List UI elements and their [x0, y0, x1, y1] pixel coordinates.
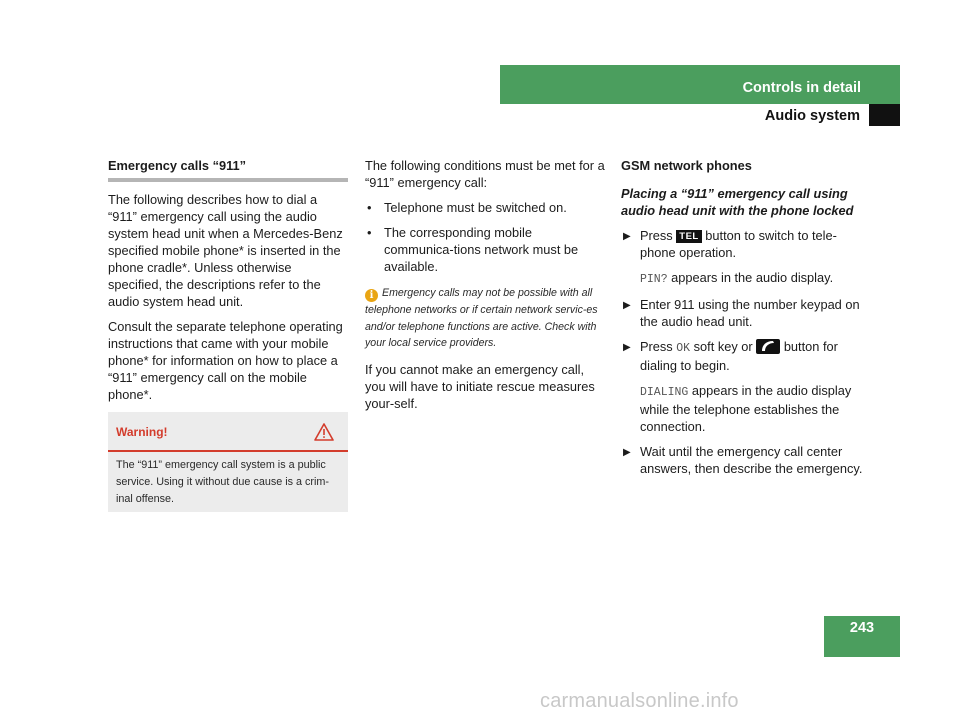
warning-rule — [108, 450, 348, 452]
bullet-dot: • — [367, 225, 372, 240]
bullet-dot: • — [367, 200, 372, 215]
header-marker-block — [869, 104, 900, 126]
tel-key-icon: TEL — [676, 230, 701, 243]
rescue-paragraph: If you cannot make an emergency call, you will have to initiate rescue measures your-self. — [365, 361, 595, 411]
list-item — [365, 199, 605, 216]
list-item — [365, 224, 605, 275]
step-text: Enter 911 using the number keypad on the audio head unit. — [640, 297, 860, 329]
warning-box — [108, 412, 348, 512]
header-section-band — [500, 65, 900, 104]
step-arrow-icon: ▶ — [623, 447, 631, 458]
note-text: appears in the audio display. — [671, 270, 834, 285]
bullet-text: Telephone must be switched on. — [384, 200, 567, 215]
step-text: soft key or — [693, 339, 753, 354]
softkey-code: OK — [676, 342, 691, 355]
display-note-2 — [621, 382, 863, 435]
note-text: appears in the audio display while the telephone establishes the connection. — [640, 383, 852, 434]
paragraph-consult: Consult the separate telephone operating instructions that came with your mobile phone* for information on how to place a “911” emergency call on the mobile phone*. — [108, 319, 343, 402]
info-text: Emergency calls may not be possible with all telephone networks or if certain network servic-es and/or telephone functions are active. Check with your local service providers. — [365, 287, 598, 349]
step-text: button to switch to tele-phone operation. — [640, 228, 837, 260]
step-text: Press — [640, 228, 673, 243]
title-rule — [108, 178, 348, 182]
display-note-1 — [621, 269, 863, 288]
paragraph-intro: The following describes how to dial a “911” emergency call using the audio system head unit when a Mercedes-Benz specified mobile phone* is inserted in the phone cradle*. Unless otherwise specified, the descriptions refer to the audio system head unit. — [108, 192, 343, 309]
conditions-intro: The following conditions must be met for a “911” emergency call: — [365, 158, 605, 190]
section-title: Emergency calls “911” — [108, 158, 247, 173]
header-subsection — [500, 104, 861, 126]
step-2 — [621, 296, 863, 330]
watermark: carmanualsonline.info — [540, 690, 739, 712]
info-icon: i — [365, 289, 378, 302]
step-4 — [621, 443, 863, 477]
procedure-subhead: Placing a “911” emergency call using audio head unit with the phone locked — [621, 186, 854, 218]
header-subsection-title: Audio system — [764, 108, 860, 124]
column-2 — [365, 157, 605, 420]
step-text: button for dialing to begin. — [640, 339, 838, 373]
gsm-section-title: GSM network phones — [621, 158, 752, 173]
page-number-box — [824, 616, 900, 657]
warning-body: The “911” emergency call system is a public service. Using it without due cause is a crim-inal offense. — [116, 459, 330, 505]
column-3 — [621, 157, 863, 485]
step-3 — [621, 338, 863, 374]
step-1 — [621, 227, 863, 261]
display-code: PIN? — [640, 273, 668, 286]
warning-triangle-icon — [314, 422, 334, 442]
info-note — [365, 285, 605, 352]
step-arrow-icon: ▶ — [623, 342, 631, 353]
header-section-title: Controls in detail — [742, 80, 861, 96]
step-text: Press — [640, 339, 673, 354]
page-number: 243 — [849, 620, 875, 636]
warning-title: Warning! — [116, 425, 168, 439]
column-1 — [108, 157, 348, 411]
phone-handset-icon — [756, 339, 780, 354]
step-text: Wait until the emergency call center answers, then describe the emergency. — [640, 444, 863, 476]
display-code: DIALING — [640, 386, 689, 399]
step-arrow-icon: ▶ — [623, 300, 631, 311]
step-arrow-icon: ▶ — [623, 231, 631, 242]
bullet-text: The corresponding mobile communica-tions network must be available. — [384, 225, 579, 274]
